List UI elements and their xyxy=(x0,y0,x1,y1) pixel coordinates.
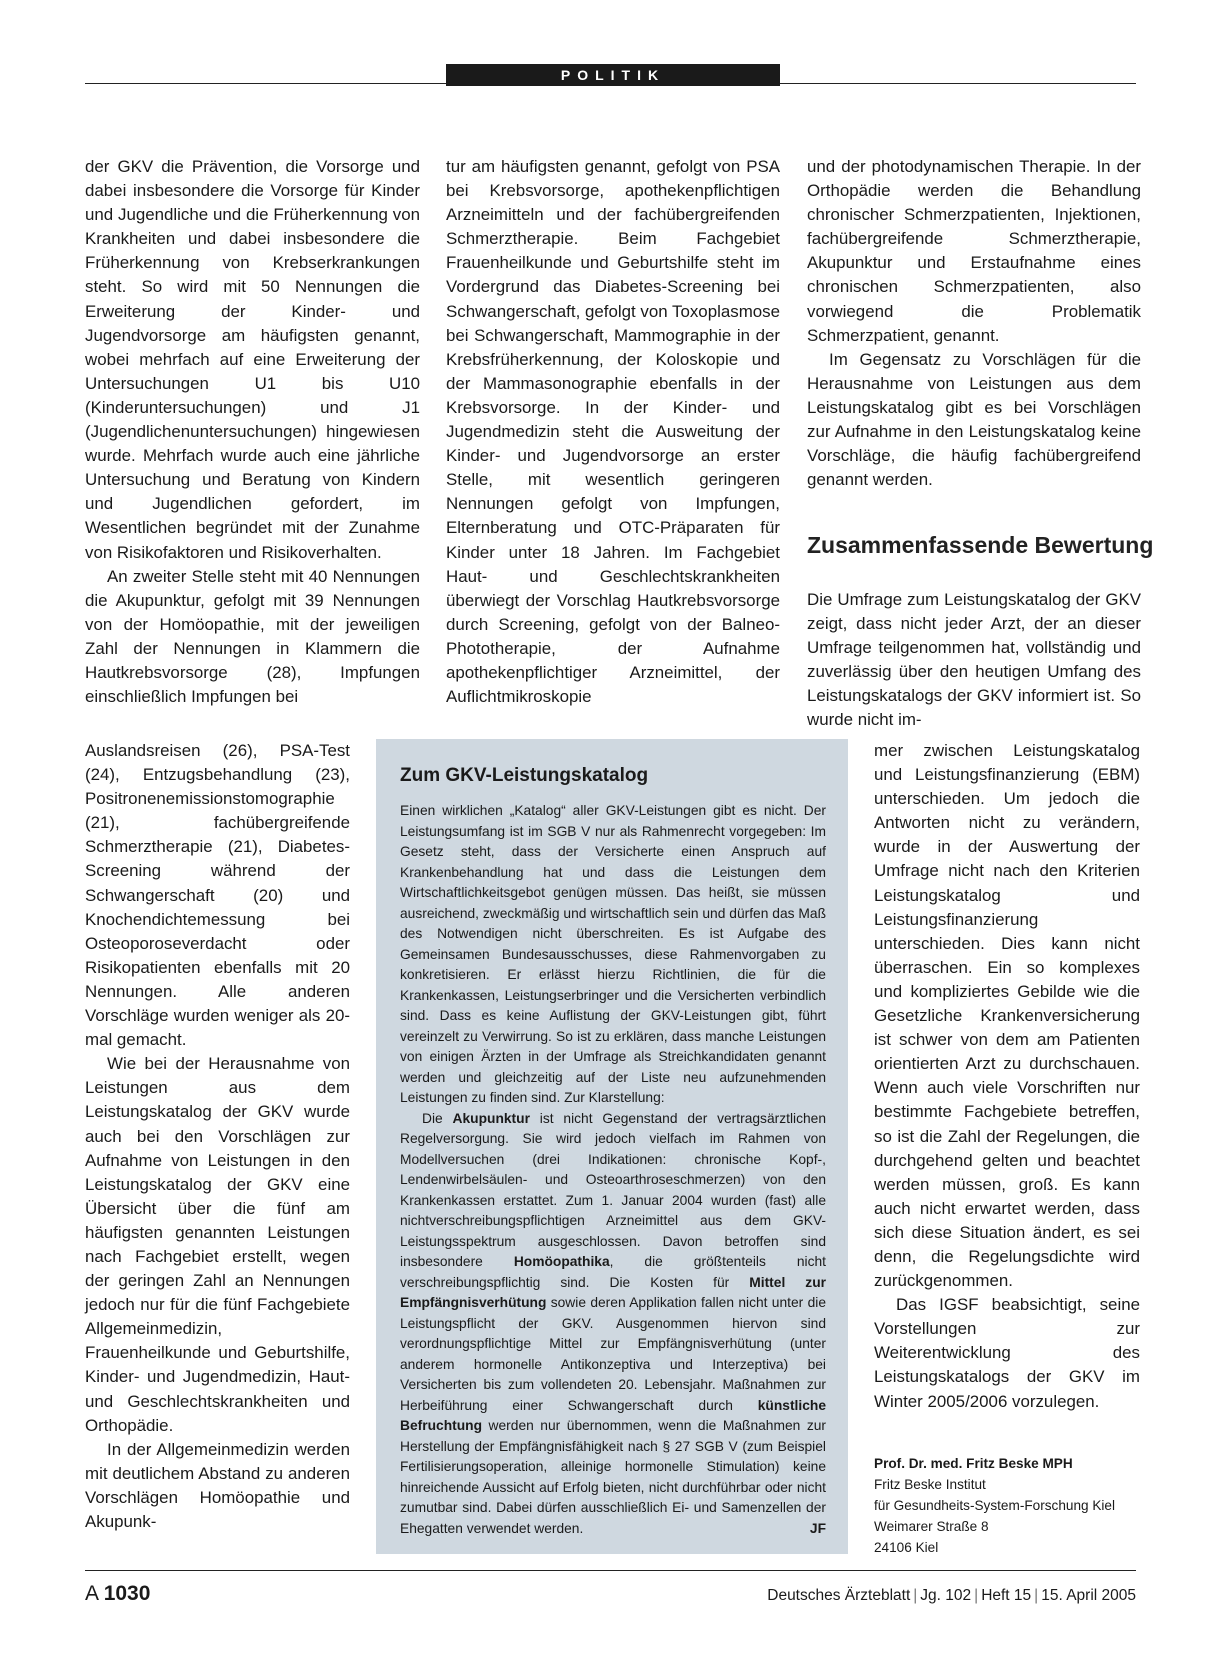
section-label: POLITIK xyxy=(446,64,780,86)
author-affiliation: Fritz Beske Institut xyxy=(874,1477,986,1492)
info-box-paragraph xyxy=(400,1109,826,1540)
column-2 xyxy=(446,155,780,709)
author-name: Prof. Dr. med. Fritz Beske MPH xyxy=(874,1456,1073,1471)
journal-issue: Heft 15 xyxy=(981,1587,1032,1604)
bold-term: Homöopathika xyxy=(513,1254,610,1269)
bold-term: Akupunktur xyxy=(452,1110,530,1126)
text-run: ist nicht Gegenstand der vertragsärztlichen Regelversorgung. Sie wird jedoch vielfach im Rahmen von Modellversuchen (drei Indikationen: chronische Kopf-, Lendenwirbelsäulen- und Osteoarthroseschmerzen) von den Krankenkassen erstattet. Zum 1. Januar 2004 wurden (fast) alle nichtverschreibungspflichtigen Arzneimittel aus dem GKV-Leistungsspektrum ausgeschlossen. Davon betroffen sind insbesondere xyxy=(400,1110,826,1269)
signature: JF xyxy=(809,1520,826,1536)
bottom-rule xyxy=(85,1570,1136,1571)
bold-term: künstliche Befruchtung xyxy=(400,1397,826,1433)
journal-volume: Jg. 102 xyxy=(920,1587,972,1604)
paragraph: und der photodynamischen Therapie. In der Orthopädie werden die Behandlung chronischer Schmerzpatienten, Injektionen, fachübergreifende Schmerztherapie, Akupunktur und Erstaufnahme eines chronischen Schmerzpatienten, also vorwiegend die Problematik Schmerzpatient, genannt. xyxy=(807,157,1141,345)
paragraph: Die Umfrage zum Leistungskatalog der GKV zeigt, dass nicht jeder Arzt, der an dieser Umfrage teilgenommen hat, vollständig und zuverlässig über den heutigen Umfang des Leistungskatalogs der GKV informiert ist. So wurde nicht im- xyxy=(807,590,1141,730)
separator: | xyxy=(913,1587,918,1604)
text-run: , die größtenteils nicht verschreibungspflichtig sind. Die Kosten für xyxy=(400,1254,826,1290)
journal-info xyxy=(767,1587,1136,1605)
paragraph: der GKV die Prävention, die Vorsorge und dabei insbesondere die Vorsorge für Kinder und Jugendliche und die Früherkennung von Krankheiten und dabei insbesondere die Früherkennung von Krebserkrankungen steht. So wird mit 50 Nennungen die Erweiterung der Kinder- und Jugendvorsorge am häufigsten genannt, wobei mehrfach auf eine Erweiterung der Untersuchungen U1 bis U10 (Kinderuntersuchungen) und J1 (Jugendlichenuntersuchungen) hingewiesen wurde. Mehrfach wurde auch eine jährliche Untersuchung und Beratung von Kindern und Jugendlichen gefordert, im Wesentlichen begründet mit der Zunahme von Risikofaktoren und Risikoverhalten. xyxy=(85,157,420,562)
author-block xyxy=(874,1453,1115,1558)
author-address: Weimarer Straße 8 xyxy=(874,1519,989,1534)
column-1 xyxy=(85,155,420,709)
column-3-mid xyxy=(807,588,1141,733)
text-run: werden nur übernommen, wenn die Maßnahmen zur Herstellung der Empfängnisfähigkeit nach § 27 SGB V (zum Beispiel Fertilisierungsoperation, alleinige hormonelle Stimulation) keine hinreichende Aussicht auf Erfolg bieten, nicht durchführbar oder nicht zumutbar sind. Dabei dürfen ausschließlich Ei- und Samenzellen der Ehegatten verwendet werden. xyxy=(400,1418,826,1536)
journal-name: Deutsches Ärzteblatt xyxy=(767,1587,911,1604)
info-box-title: Zum GKV-Leistungskatalog xyxy=(400,765,649,786)
paragraph: Im Gegensatz zu Vorschlägen für die Herausnahme von Leistungen aus dem Leistungskatalog gibt es bei Vorschlägen zur Aufnahme in den Leistungskatalog keine Vorschläge, die häufig fachübergreifend genannt werden. xyxy=(807,349,1141,490)
paragraph: Das IGSF beabsichtigt, seine Vorstellungen zur Weiterentwicklung des Leistungskatalogs der GKV im Winter 2005/2006 vorzulegen. xyxy=(874,1295,1140,1411)
paragraph: In der Allgemeinmedizin werden mit deutlichem Abstand zu anderen Vorschlägen Homöopathie und Akupunk- xyxy=(85,1439,350,1531)
info-box xyxy=(376,739,848,1554)
author-address: 24106 Kiel xyxy=(874,1540,939,1555)
page-number xyxy=(85,1582,150,1606)
paragraph: tur am häufigsten genannt, gefolgt von PSA bei Krebsvorsorge, apothekenpflichtigen Arzneimitteln und der fachübergreifenden Schmerztherapie. Beim Fachgebiet Frauenheilkunde und Geburtshilfe steht im Vordergrund das Diabetes-Screening bei Schwangerschaft, gefolgt von Toxoplasmose bei Schwangerschaft, Mammographie in der Krebsfrüherkennung, der Koloskopie und der Mammasonographie ebenfalls in der Krebsvorsorge. In der Kinder- und Jugendmedizin steht die Ausweitung der Kinder- und Jugendvorsorge an erster Stelle, mit wesentlich geringeren Nennungen gefolgt von Impfungen, Elternberatung und OTC-Präparaten für Kinder unter 18 Jahren. Im Fachgebiet Haut- und Geschlechtskrankheiten überwiegt der Vorschlag Hautkrebsvorsorge durch Screening, gefolgt von der Balneo-Phototherapie, der Aufnahme apothekenpflichtiger Arzneimittel, der Auflichtmikroskopie xyxy=(446,157,780,707)
paragraph: An zweiter Stelle steht mit 40 Nennungen die Akupunktur, gefolgt mit 39 Nennungen von der Homöopathie, mit der jeweiligen Zahl der Nennungen in Klammern die Hautkrebsvorsorge (28), Impfungen einschließlich Impfungen bei xyxy=(85,566,420,707)
separator: | xyxy=(974,1587,979,1604)
author-affiliation: für Gesundheits-System-Forschung Kiel xyxy=(874,1498,1116,1513)
paragraph: mer zwischen Leistungskatalog und Leistungsfinanzierung (EBM) unterschieden. Um jedoch die Antworten nicht zu verändern, wurde in der Auswertung der Umfrage nicht nach den Kriterien Leistungskatalog und Leistungsfinanzierung unterschieden. Dies kann nicht überraschen. Ein so komplexes und kompliziertes Gebilde wie die Gesetzliche Krankenversicherung ist schwer von dem am Patienten orientierten Arzt zu durchschauen. Wenn auch viele Vorschriften nur bestimmte Fachgebiete betreffen, so ist die Zahl der Regelungen, die durchgehend gelten und beachtet werden müssen, groß. Es kann auch nicht erwartet werden, dass sich diese Situation ändert, es sei denn, die Regelungsdichte wird zurückgenommen. xyxy=(874,741,1140,1291)
journal-date: 15. April 2005 xyxy=(1041,1587,1136,1604)
page-number-value: 1030 xyxy=(103,1582,151,1605)
column-3-lower xyxy=(874,739,1140,1414)
bold-term: Mittel zur Empfängnisverhütung xyxy=(400,1274,826,1310)
section-heading: Zusammenfassende Bewertung xyxy=(807,532,1154,558)
column-3 xyxy=(807,155,1141,492)
paragraph: Auslandsreisen (26), PSA-Test (24), Entzugsbehandlung (23), Positronenemissionstomographie (21), fachübergreifende Schmerztherapie (21), Diabetes-Screening während der Schwangerschaft (20) und Knochendichtemessung bei Osteoporoseverdacht oder Risikopatienten ebenfalls mit 20 Nennungen. Alle anderen Vorschläge wurden weniger als 20-mal gemacht. xyxy=(85,741,350,1050)
column-1-lower xyxy=(85,739,350,1534)
page-prefix: A xyxy=(85,1582,98,1605)
text-run: Die xyxy=(422,1110,453,1126)
paragraph: Wie bei der Herausnahme von Leistungen aus dem Leistungskatalog der GKV wurde auch bei den Vorschlägen zur Aufnahme von Leistungen in den Leistungskatalog der GKV eine Übersicht über die fünf am häufigsten genannten Leistungen nach Fachgebiet erstellt, wegen der geringen Zahl an Nennungen jedoch nur für die fünf Fachgebiete Allgemeinmedizin, Frauenheilkunde und Geburtshilfe, Kinder- und Jugendmedizin, Haut- und Geschlechtskrankheiten und Orthopädie. xyxy=(85,1054,350,1435)
text-run: sowie deren Applikation fallen nicht unter die Leistungspflicht der GKV. Ausgenommen hiervon sind verordnungspflichtige Mittel zur Empfängnisverhütung (unter anderem hormonelle Antikonzeptiva und Interzeptiva) bei Versicherten bis zum vollendeten 20. Lebensjahr. Maßnahmen zur Herbeiführung einer Schwangerschaft durch xyxy=(400,1295,826,1413)
info-box-paragraph: Einen wirklichen „Katalog“ aller GKV-Leistungen gibt es nicht. Der Leistungsumfang ist im SGB V nur als Rahmenrecht vorgegeben: Im Gesetz steht, dass der Versicherte einen Anspruch auf Krankenbehandlung hat und dass die Leistungen dem Wirtschaftlichkeitsgebot genügen müssen. Das heißt, sie müssen ausreichend, zweckmäßig und wirtschaftlich sein und dürfen das Maß des Notwendigen nicht überschreiten. Es ist Aufgabe des Gemeinsamen Bundesausschusses, diese Rahmenvorgaben zu konkretisieren. Er erlässt hierzu Richtlinien, die für die Krankenkassen, Leistungserbringer und die Versicherten verbindlich sind. Dass es keine Auflistung der GKV-Leistungen gibt, führt vereinzelt zu Verwirrung. So ist zu erklären, dass manche Leistungen von einigen Ärzten in der Umfrage als Streichkandidaten genannt werden und gleichzeitig auf der Liste neu aufzunehmenden Leistungen zu finden sind. Zur Klarstellung: xyxy=(400,803,826,1105)
separator: | xyxy=(1034,1587,1039,1604)
